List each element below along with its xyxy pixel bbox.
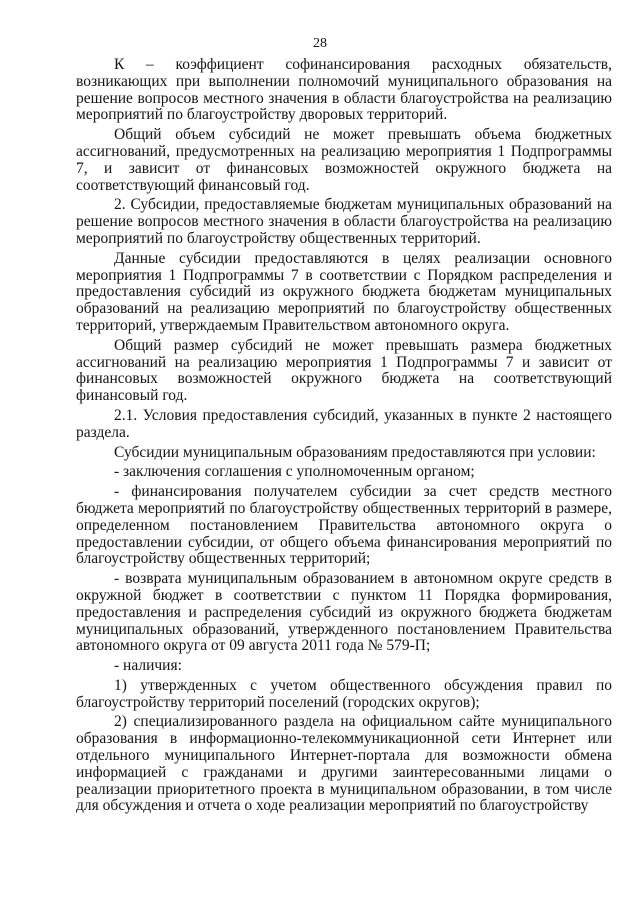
list-item-availability: - наличия: bbox=[114, 657, 182, 675]
page-number: 28 bbox=[313, 36, 327, 51]
list-item-website-section: 2) специализированного раздела на официальном сайте муниципального образования в информационно-телекоммуникационной сети Интернет или отдельного муниципального Интернет-портала для возможности обмена информацией с гражданами и другими заинтересованными лицами о реализации приоритетного проекта в муниципальном образовании, в том числе для обсуждения и отчета о ходе реализации мероприятий по благоустройству bbox=[76, 713, 612, 815]
list-item-return: - возврата муниципальным образованием в автономном округе средств в окружной бюджет в соответствии с пунктом 11 Порядка формирования, предоставления и распределения субсидий из окружного бюджета бюджетам муниципальных образований, утвержденного постановлением Правительства автономного округа от 09 августа 2011 года № 579-П; bbox=[76, 570, 612, 655]
paragraph-conditions-intro: Субсидии муниципальным образованиям предоставляются при условии: bbox=[114, 443, 596, 461]
paragraph-purpose: Данные субсидии предоставляются в целях реализации основного мероприятия 1 Подпрограммы 7 в соответствии с Порядком распределения и предоставления субсидий из окружного бюджета бюджетам муниципальных образований на реализацию мероприятий по благоустройству общественных территорий, утверждаемым Правительством автономного округа. bbox=[76, 249, 612, 334]
paragraph-total-volume: Общий объем субсидий не может превышать объема бюджетных ассигнований, предусмотренных на реализацию мероприятия 1 Подпрограммы 7, и зависит от финансовых возможностей окружного бюджета на соответствующий финансовый год. bbox=[76, 126, 612, 194]
paragraph-coefficient: К – коэффициент софинансирования расходных обязательств, возникающих при выполнении полномочий муниципального образования на решение вопросов местного значения в области благоустройства на реализацию мероприятий по благоустройству дворовых территорий. bbox=[76, 56, 612, 124]
paragraph-section-2-1: 2.1. Условия предоставления субсидий, указанных в пункте 2 настоящего раздела. bbox=[76, 406, 612, 441]
list-item-financing: - финансирования получателем субсидии за счет средств местного бюджета мероприятий по благоустройству общественных территорий в размере, определенном постановлением Правительства автономного округа о предоставлении субсидии, от общего объема финансирования мероприятий по благоустройству общественных территорий; bbox=[76, 483, 612, 568]
list-item-rules: 1) утвержденных с учетом общественного обсуждения правил по благоустройству территорий поселений (городских округов); bbox=[76, 676, 612, 711]
list-item-agreement: - заключения соглашения с уполномоченным органом; bbox=[114, 463, 475, 481]
paragraph-section-2: 2. Субсидии, предоставляемые бюджетам муниципальных образований на решение вопросов местного значения в области благоустройства на реализацию мероприятий по благоустройству общественных территорий. bbox=[76, 196, 612, 247]
document-body bbox=[76, 57, 612, 818]
paragraph-total-size: Общий размер субсидий не может превышать размера бюджетных ассигнований на реализацию мероприятия 1 Подпрограммы 7 и зависит от финансовых возможностей окружного бюджета на соответствующий финансовый год. bbox=[76, 336, 612, 405]
